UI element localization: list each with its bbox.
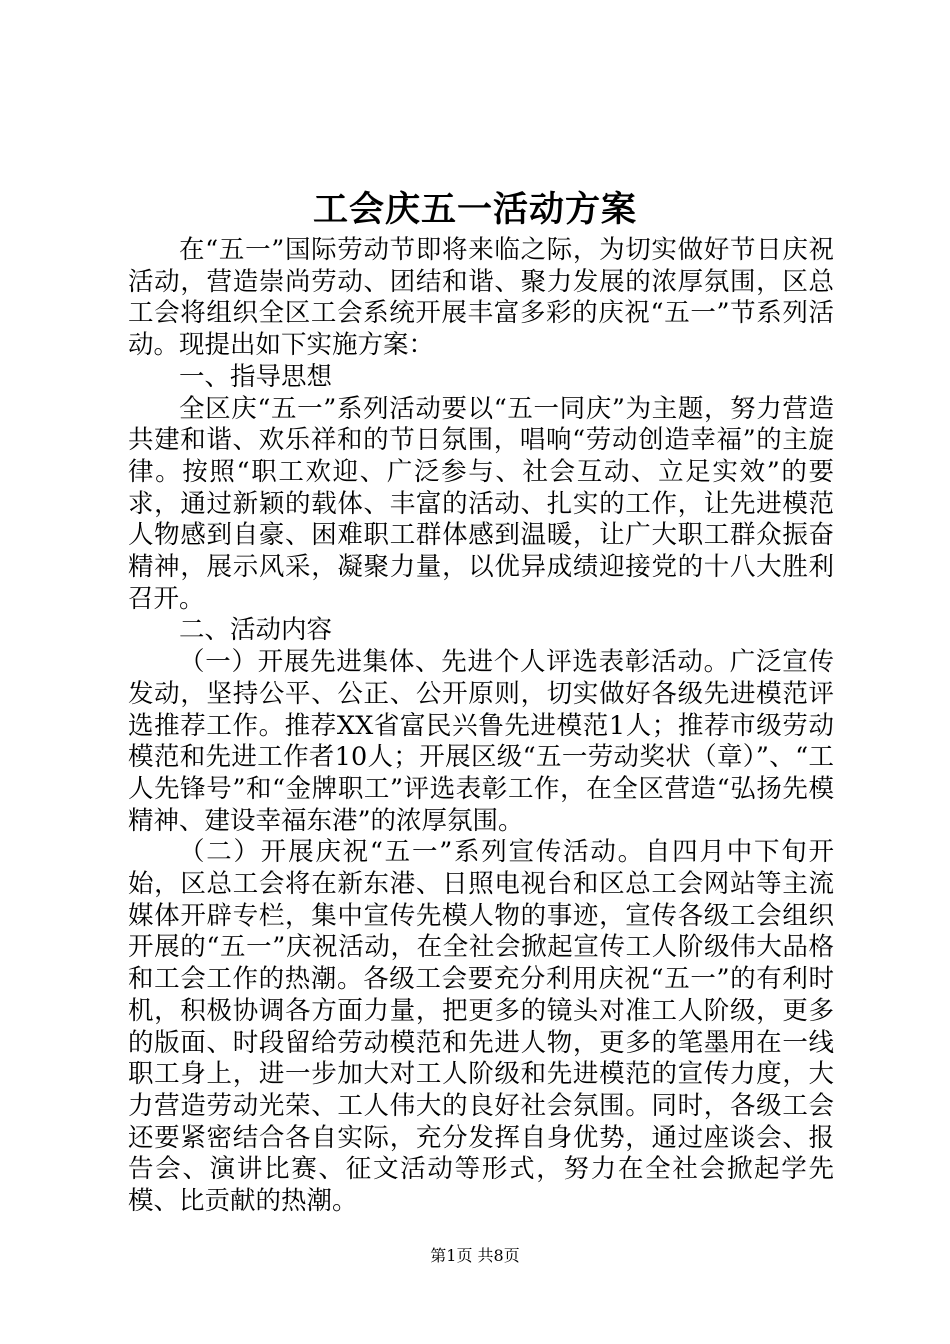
activity-item-1-paragraph: （一）开展先进集体、先进个人评选表彰活动。广泛宣传发动，坚持公平、公正、公开原则，切实做好各级先进模范评选推荐工作。推荐XX省富民兴鲁先进模范1人；推荐市级劳动模范和先进工作者10人；开展区级“五一劳动奖状（章）”、“工人先锋号”和“金牌职工”评选表彰工作，在全区营造“弘扬先模精神、建设幸福东港”的浓厚氛围。 [128,647,834,836]
document-title: 工会庆五一活动方案 [312,189,637,230]
guiding-ideology-paragraph: 全区庆“五一”系列活动要以“五一同庆”为主题，努力营造共建和谐、欢乐祥和的节日氛围，唱响“劳动创造幸福”的主旋律。按照“职工欢迎、广泛参与、社会互动、立足实效”的要求，通过新颖的载体、丰富的活动、扎实的工作，让先进模范人物感到自豪、困难职工群体感到温暖，让广大职工群众振奋精神，展示风采，凝聚力量，以优异成绩迎接党的十八大胜利召开。 [128,393,834,614]
section-heading-guiding-ideology: 一、指导思想 [179,361,333,392]
intro-paragraph: 在“五一”国际劳动节即将来临之际，为切实做好节日庆祝活动，营造崇尚劳动、团结和谐、聚力发展的浓厚氛围，区总工会将组织全区工会系统开展丰富多彩的庆祝“五一”节系列活动。现提出如下实施方案： [128,235,834,361]
activity-item-2-paragraph: （二）开展庆祝“五一”系列宣传活动。自四月中下旬开始，区总工会将在新东港、日照电视台和区总工会网站等主流媒体开辟专栏，集中宣传先模人物的事迹，宣传各级工会组织开展的“五一”庆祝活动，在全社会掀起宣传工人阶级伟大品格和工会工作的热潮。各级工会要充分利用庆祝“五一”的有利时机，积极协调各方面力量，把更多的镜头对准工人阶级，更多的版面、时段留给劳动模范和先进人物，更多的笔墨用在一线职工身上，进一步加大对工人阶级和先进模范的宣传力度，大力营造劳动光荣、工人伟大的良好社会氛围。同时，各级工会还要紧密结合各自实际，充分发挥自身优势，通过座谈会、报告会、演讲比赛、征文活动等形式，努力在全社会掀起学先模、比贡献的热潮。 [128,837,834,1217]
document-body [128,235,834,1218]
section-heading-activity-content: 二、活动内容 [179,615,333,646]
page-number-footer: 第1页 共8页 [430,1246,520,1265]
